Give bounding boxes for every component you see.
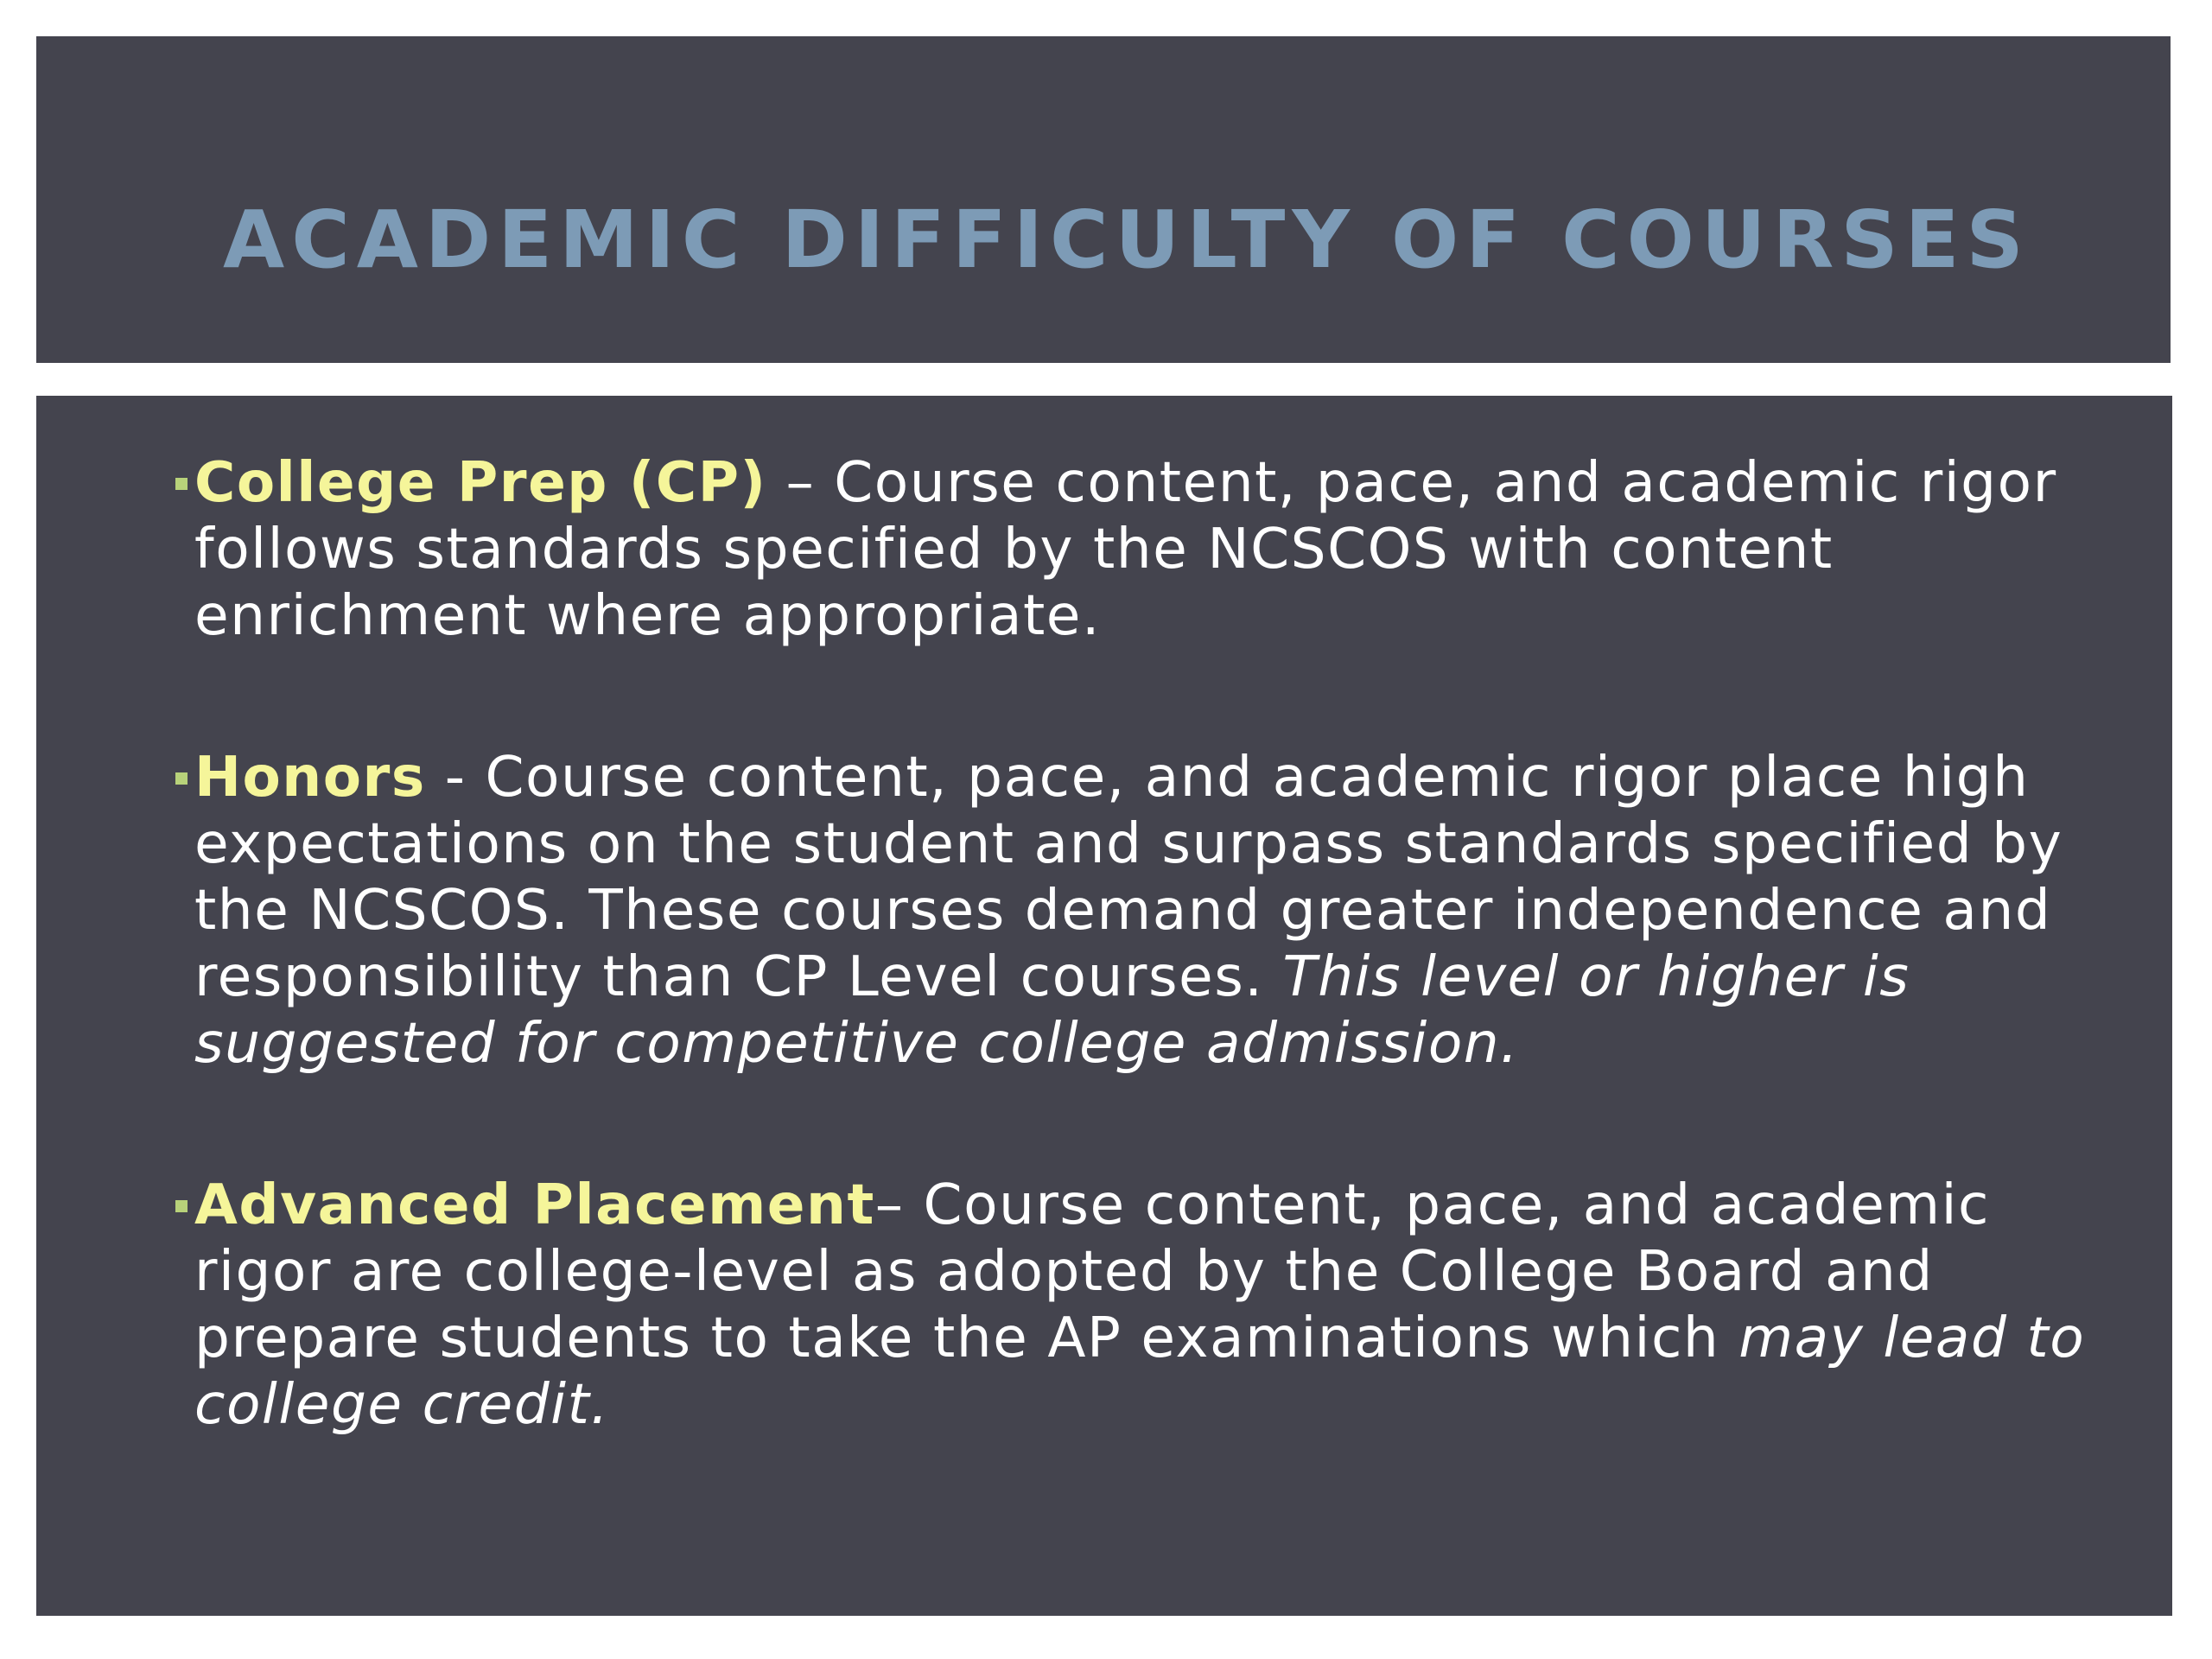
content-panel [36,396,2172,1616]
slide-title: ACADEMIC DIFFICULTY OF COURSES [223,194,2031,286]
title-panel [36,36,2171,363]
bullet-emphasis: This level or higher is suggested for competitive college admission. [194,944,1910,1076]
bullet-honors [158,744,2111,1077]
bullet-emphasis: may lead to college credit. [194,1306,2086,1437]
bullet-description: – Course content, pace, and academic rigor follows standards specified by the NCSCOS with content enrichment where appropriate. [194,450,2057,648]
bullet-term: College Prep (CP) [194,450,767,515]
bullet-college-prep [158,449,2111,649]
square-bullet-icon [175,478,188,490]
bullet-list [158,449,2111,1438]
bullet-description: - Course content, pace, and academic rigor place high expectations on the student and surpass standards specified by the NCSCOS. These courses demand greater independence and responsibility than CP Level courses. [194,745,2063,1009]
bullet-description: – Course content, pace, and academic rigor are college-level as adopted by the College Board and prepare students to take the AP examinations which [194,1173,1990,1370]
square-bullet-icon [175,772,188,785]
bullet-advanced-placement [158,1172,2111,1438]
bullet-term: Honors [194,745,426,810]
bullet-term: Advanced Placement [194,1173,875,1237]
square-bullet-icon [175,1200,188,1212]
